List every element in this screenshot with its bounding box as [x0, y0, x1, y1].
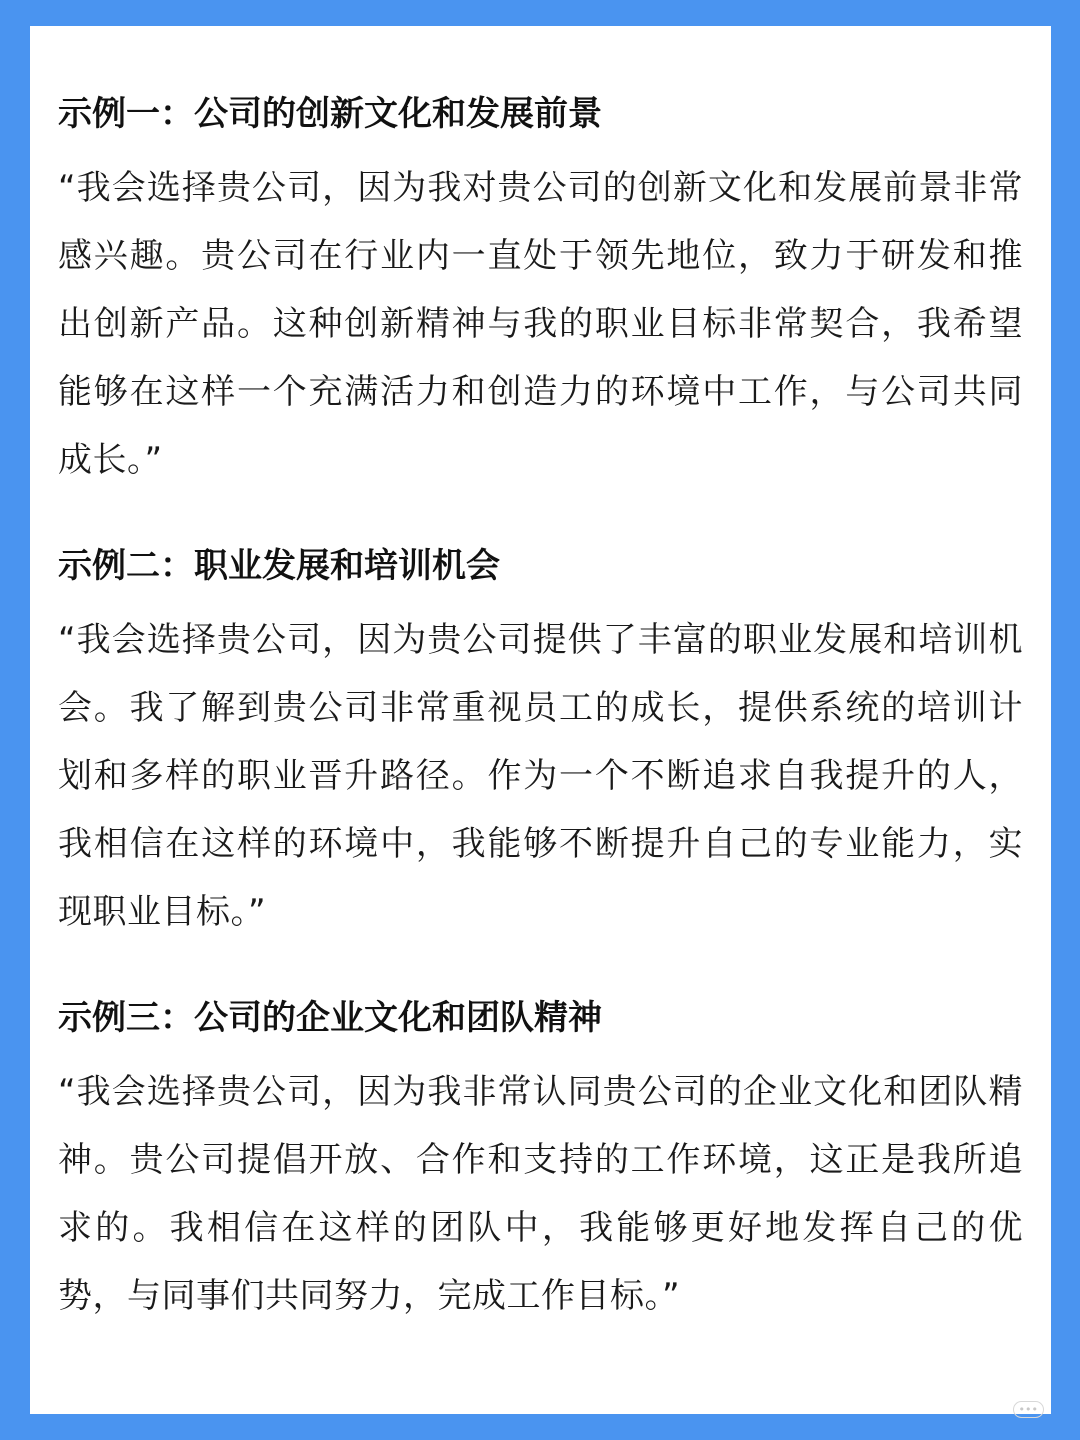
example-heading: 示例三：公司的企业文化和团队精神: [58, 998, 602, 1038]
example-heading: 示例二：职业发展和培训机会: [58, 546, 500, 586]
example-section-2: [58, 546, 1023, 946]
example-body: “我会选择贵公司，因为贵公司提供了丰富的职业发展和培训机会。我了解到贵公司非常重视员工的成长，提供系统的培训计划和多样的职业晋升路径。作为一个不断追求自我提升的人，我相信在这样的环境中，我能够不断提升自己的专业能力，实现职业目标。”: [58, 620, 1023, 932]
example-body: “我会选择贵公司，因为我对贵公司的创新文化和发展前景非常感兴趣。贵公司在行业内一直处于领先地位，致力于研发和推出创新产品。这种创新精神与我的职业目标非常契合，我希望能够在这样一个充满活力和创造力的环境中工作，与公司共同成长。”: [58, 168, 1023, 480]
example-section-1: [58, 94, 1023, 494]
watermark-logo-icon: •••: [1013, 1401, 1044, 1418]
content-card: [30, 26, 1051, 1414]
example-heading: 示例一：公司的创新文化和发展前景: [58, 94, 602, 134]
example-body: “我会选择贵公司，因为我非常认同贵公司的企业文化和团队精神。贵公司提倡开放、合作和支持的工作环境，这正是我所追求的。我相信在这样的团队中，我能够更好地发挥自己的优势，与同事们共同努力，完成工作目标。”: [58, 1072, 1023, 1316]
example-section-3: [58, 998, 1023, 1330]
